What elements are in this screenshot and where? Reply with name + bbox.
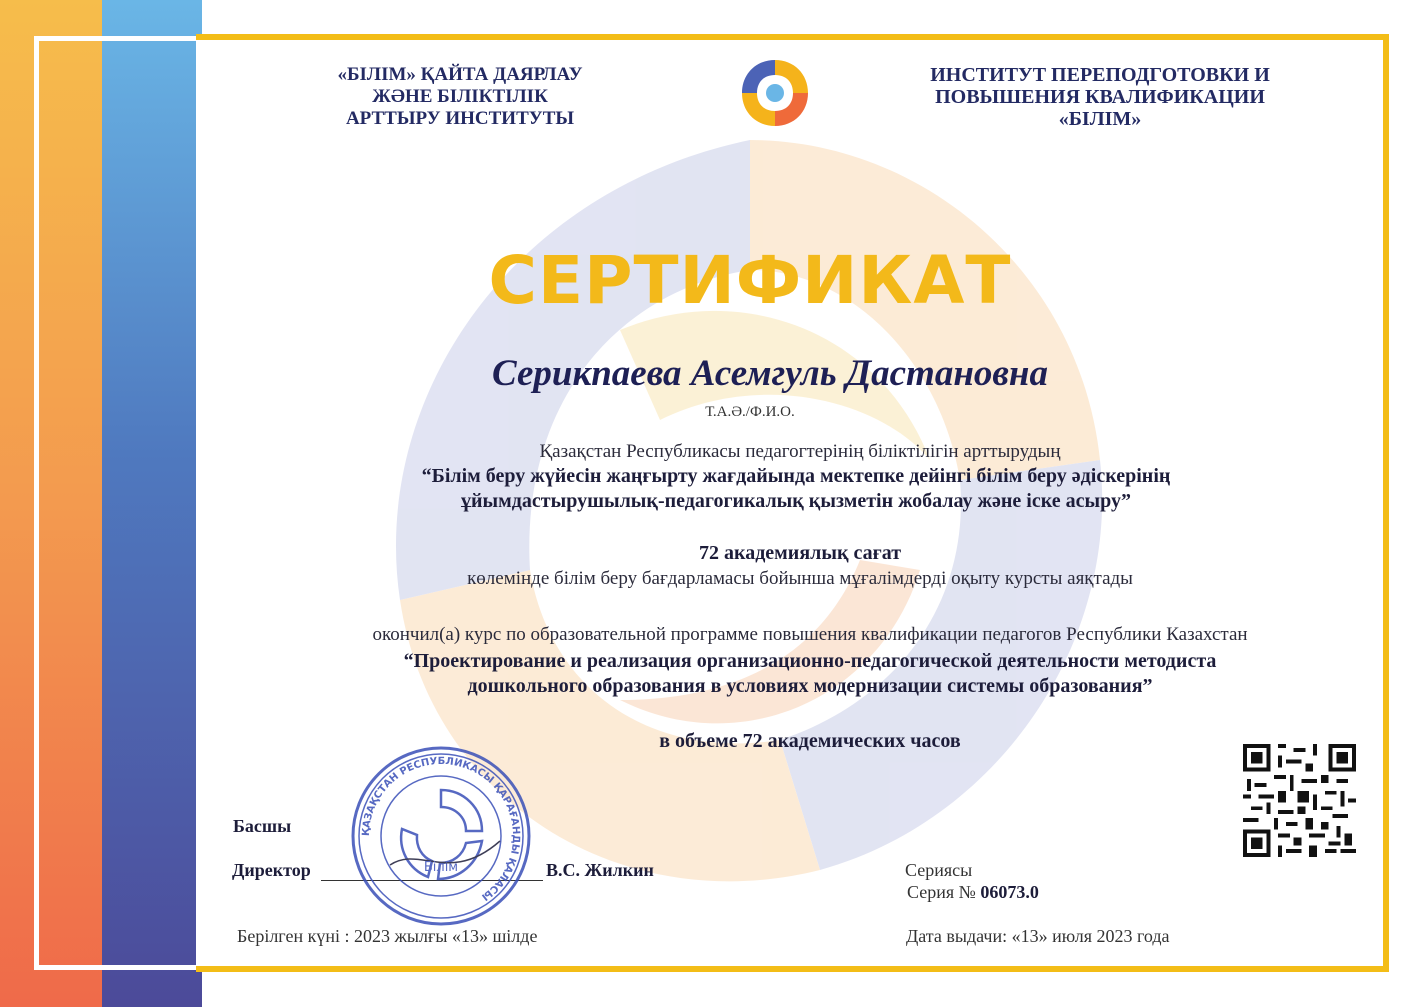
series-ru	[907, 882, 1039, 903]
series-number: 06073.0	[980, 882, 1039, 902]
bilim-logo-icon	[738, 56, 812, 130]
official-stamp	[350, 745, 532, 927]
hours-ru: в объеме 72 академических часов	[659, 730, 961, 752]
series-label-kz: Сериясы	[905, 860, 973, 880]
issue-date-kz: Берілген күні : 2023 жылғы «13» шілде	[237, 926, 538, 946]
intro-text-kz: Қазақстан Республикасы педагогтерінің біліктілігін арттырудың	[539, 441, 1061, 462]
head-label-kz: Басшы	[233, 816, 292, 836]
institute-name-ru: ИНСТИТУТ ПЕРЕПОДГОТОВКИ И ПОВЫШЕНИЯ КВАЛИФИКАЦИИ «БІЛІМ»	[930, 64, 1270, 130]
svg-text:ҚАЗАҚСТАН РЕСПУБЛИКАСЫ ҚАРАҒАН	[361, 756, 521, 902]
recipient-name: Серикпаева Асемгуль Дастановна	[492, 353, 1048, 394]
intro-text-ru: окончил(а) курс по образовательной программе повышения квалификации педагогов Республики Казахстан	[372, 624, 1248, 645]
series-label-ru: Серия №	[907, 882, 976, 902]
director-name: В.С. Жилкин	[546, 860, 654, 880]
name-caption: Т.А.Ә./Ф.И.О.	[705, 404, 795, 420]
institute-name-kz: «БІЛІМ» ҚАЙТА ДАЯРЛАУ ЖӘНЕ БІЛІКТІЛІК АРТТЫРУ ИНСТИТУТЫ	[337, 64, 583, 129]
hours-kz: 72 академиялық сағат	[698, 542, 902, 564]
director-label: Директор	[232, 860, 311, 880]
completion-text-kz: көлемінде білім беру бағдарламасы бойынша мұғалімдерді оқыту курсты аяқтады	[467, 568, 1133, 589]
certificate-title: СЕРТИФИКАТ	[488, 242, 1012, 319]
stamp-center-text: Білім	[423, 860, 459, 875]
qr-code-icon	[1243, 744, 1356, 857]
program-title-kz: “Білім беру жүйесін жаңғырту жағдайында мектепке дейінгі білім беру әдіскерінің ұйымдастырушылық-педагогикалық қызметін жобалау және іске асыру”	[421, 465, 1171, 512]
stamp-outer-text: ҚАЗАҚСТАН РЕСПУБЛИКАСЫ ҚАРАҒАНДЫ ҚАЛАСЫ	[360, 755, 522, 903]
issue-date-ru: Дата выдачи: «13» июля 2023 года	[906, 926, 1170, 946]
program-title-ru: “Проектирование и реализация организационно-педагогической деятельности методиста дошкольного образования в условиях модернизации системы образования”	[403, 650, 1217, 697]
